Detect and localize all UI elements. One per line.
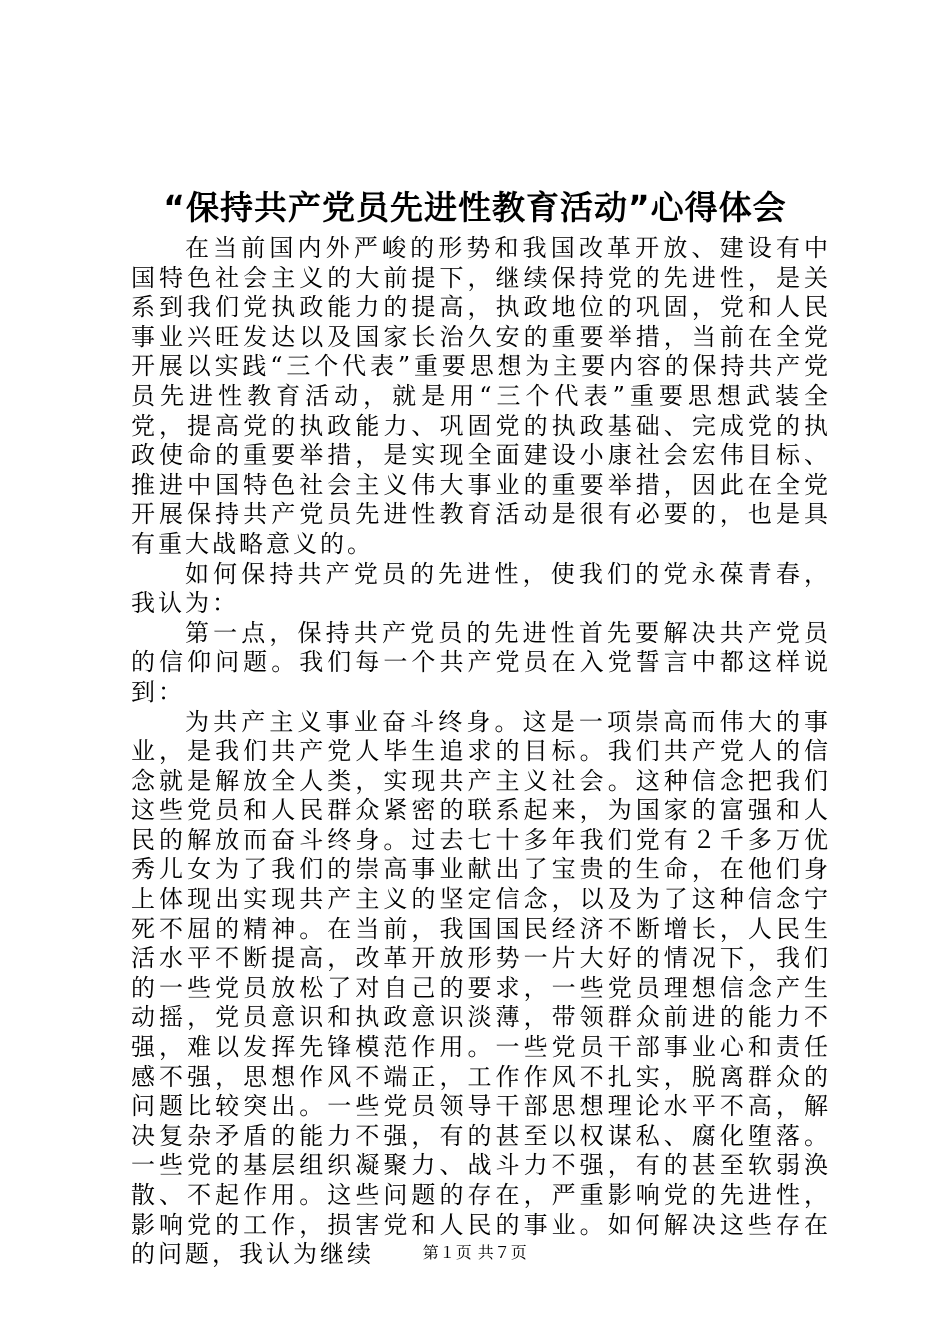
document-body bbox=[131, 234, 831, 1270]
paragraph-question: 如何保持共产党员的先进性，使我们的党永葆青春，我认为： bbox=[131, 559, 831, 618]
paragraph-oath: 为共产主义事业奋斗终身。这是一项崇高而伟大的事业，是我们共产党人毕生追求的目标。我们共产党人的信念就是解放全人类，实现共产主义社会。这种信念把我们这些党员和人民群众紧密的联系起来，为国家的富强和人民的解放而奋斗终身。过去七十多年我们党有２千多万优秀儿女为了我们的崇高事业献出了宝贵的生命，在他们身上体现出实现共产主义的坚定信念，以及为了这种信念宁死不屈的精神。在当前，我国国民经济不断增长，人民生活水平不断提高，改革开放形势一片大好的情况下，我们的一些党员放松了对自己的要求，一些党员理想信念产生动摇，党员意识和执政意识淡薄，带领群众前进的能力不强，难以发挥先锋模范作用。一些党员干部事业心和责任感不强，思想作风不端正，工作作风不扎实，脱离群众的问题比较突出。一些党员领导干部思想理论水平不高，解决复杂矛盾的能力不强，有的甚至以权谋私、腐化堕落。一些党的基层组织凝聚力、战斗力不强，有的甚至软弱涣散、不起作用。这些问题的存在，严重影响党的先进性，影响党的工作，损害党和人民的事业。如何解决这些存在的问题，我认为继续 bbox=[131, 707, 831, 1269]
page-number-footer: 第１页 共７页 bbox=[422, 1243, 528, 1262]
paragraph-point-one: 第一点，保持共产党员的先进性首先要解决共产党员的信仰问题。我们每一个共产党员在入党誓言中都这样说到： bbox=[131, 618, 831, 706]
paragraph-intro: 在当前国内外严峻的形势和我国改革开放、建设有中国特色社会主义的大前提下，继续保持党的先进性，是关系到我们党执政能力的提高，执政地位的巩固，党和人民事业兴旺发达以及国家长治久安的重要举措，当前在全党开展以实践“三个代表”重要思想为主要内容的保持共产党员先进性教育活动，就是用“三个代表”重要思想武装全党，提高党的执政能力、巩固党的执政基础、完成党的执政使命的重要举措，是实现全面建设小康社会宏伟目标、推进中国特色社会主义伟大事业的重要举措，因此在全党开展保持共产党员先进性教育活动是很有必要的，也是具有重大战略意义的。 bbox=[131, 234, 831, 558]
document-title: “保持共产党员先进性教育活动”心得体会 bbox=[163, 188, 787, 227]
